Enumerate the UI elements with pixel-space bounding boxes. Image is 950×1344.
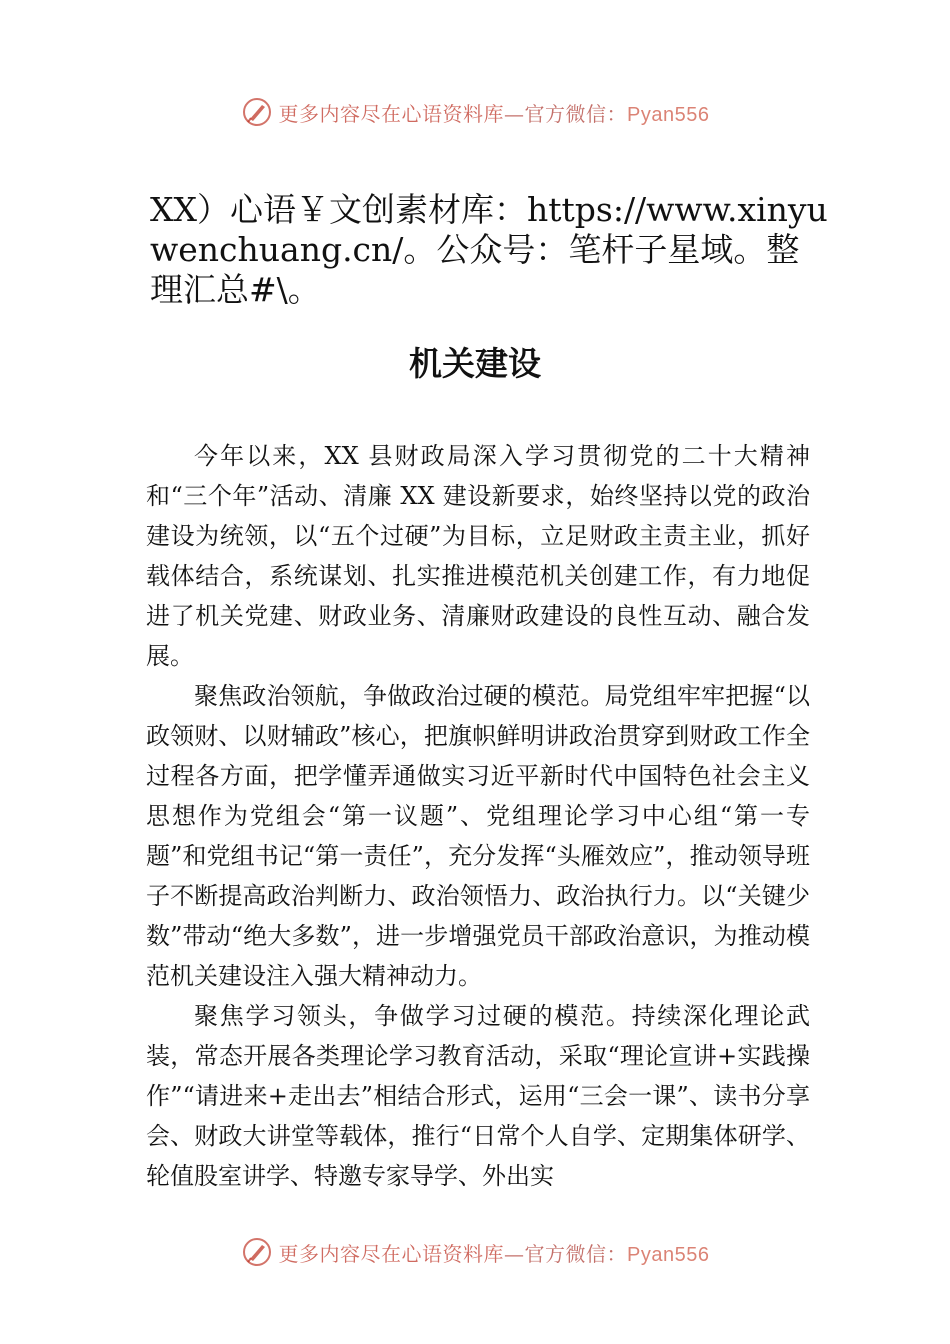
watermark-text [279, 98, 710, 127]
watermark-site-text: 更多内容尽在心语资料库 [278, 101, 505, 126]
watermark-official-text: —官方微信： [504, 101, 628, 126]
watermark-footer [0, 1232, 950, 1272]
watermark-wechat-id: Pyan556 [627, 103, 710, 126]
source-note: XX）心语￥文创素材库：https://www.xinyuwenchuang.cn/。公众号：笔杆子星域。整理汇总#\。 [150, 190, 828, 309]
paragraph: 聚焦学习领头，争做学习过硬的模范。持续深化理论武装，常态开展各类理论学习教育活动，采取“理论宣讲+实践操作”“请进来+走出去”相结合形式，运用“三会一课”、读书分享会、财政大讲堂等载体，推行“日常个人自学、定期集体研学、轮值股室讲学、特邀专家导学、外出实 [146, 1002, 810, 1190]
watermark-text [279, 1238, 710, 1267]
document-body [146, 436, 810, 1196]
quill-logo-icon [241, 1236, 273, 1268]
paragraph: 今年以来，XX 县财政局深入学习贯彻党的二十大精神和“三个年”活动、清廉 XX 建设新要求，始终坚持以党的政治建设为统领，以“五个过硬”为目标，立足财政主责主业，抓好载体结合，系统谋划、扎实推进模范机关创建工作，有力地促进了机关党建、财政业务、清廉财政建设的良性互动、融合发展。 [146, 442, 810, 670]
watermark-official-text: —官方微信： [504, 1241, 628, 1266]
watermark-wechat-id: Pyan556 [627, 1243, 710, 1266]
quill-logo-icon [241, 96, 273, 128]
watermark-site-text: 更多内容尽在心语资料库 [278, 1241, 505, 1266]
document-title: 机关建设 [409, 344, 541, 383]
watermark-header [0, 92, 950, 132]
paragraph: 聚焦政治领航，争做政治过硬的模范。局党组牢牢把握“以政领财、以财辅政”核心，把旗帜鲜明讲政治贯穿到财政工作全过程各方面，把学懂弄通做实习近平新时代中国特色社会主义思想作为党组会“第一议题”、党组理论学习中心组“第一专题”和党组书记“第一责任”，充分发挥“头雁效应”，推动领导班子不断提高政治判断力、政治领悟力、政治执行力。以“关键少数”带动“绝大多数”，进一步增强党员干部政治意识，为推动模范机关建设注入强大精神动力。 [146, 682, 810, 990]
